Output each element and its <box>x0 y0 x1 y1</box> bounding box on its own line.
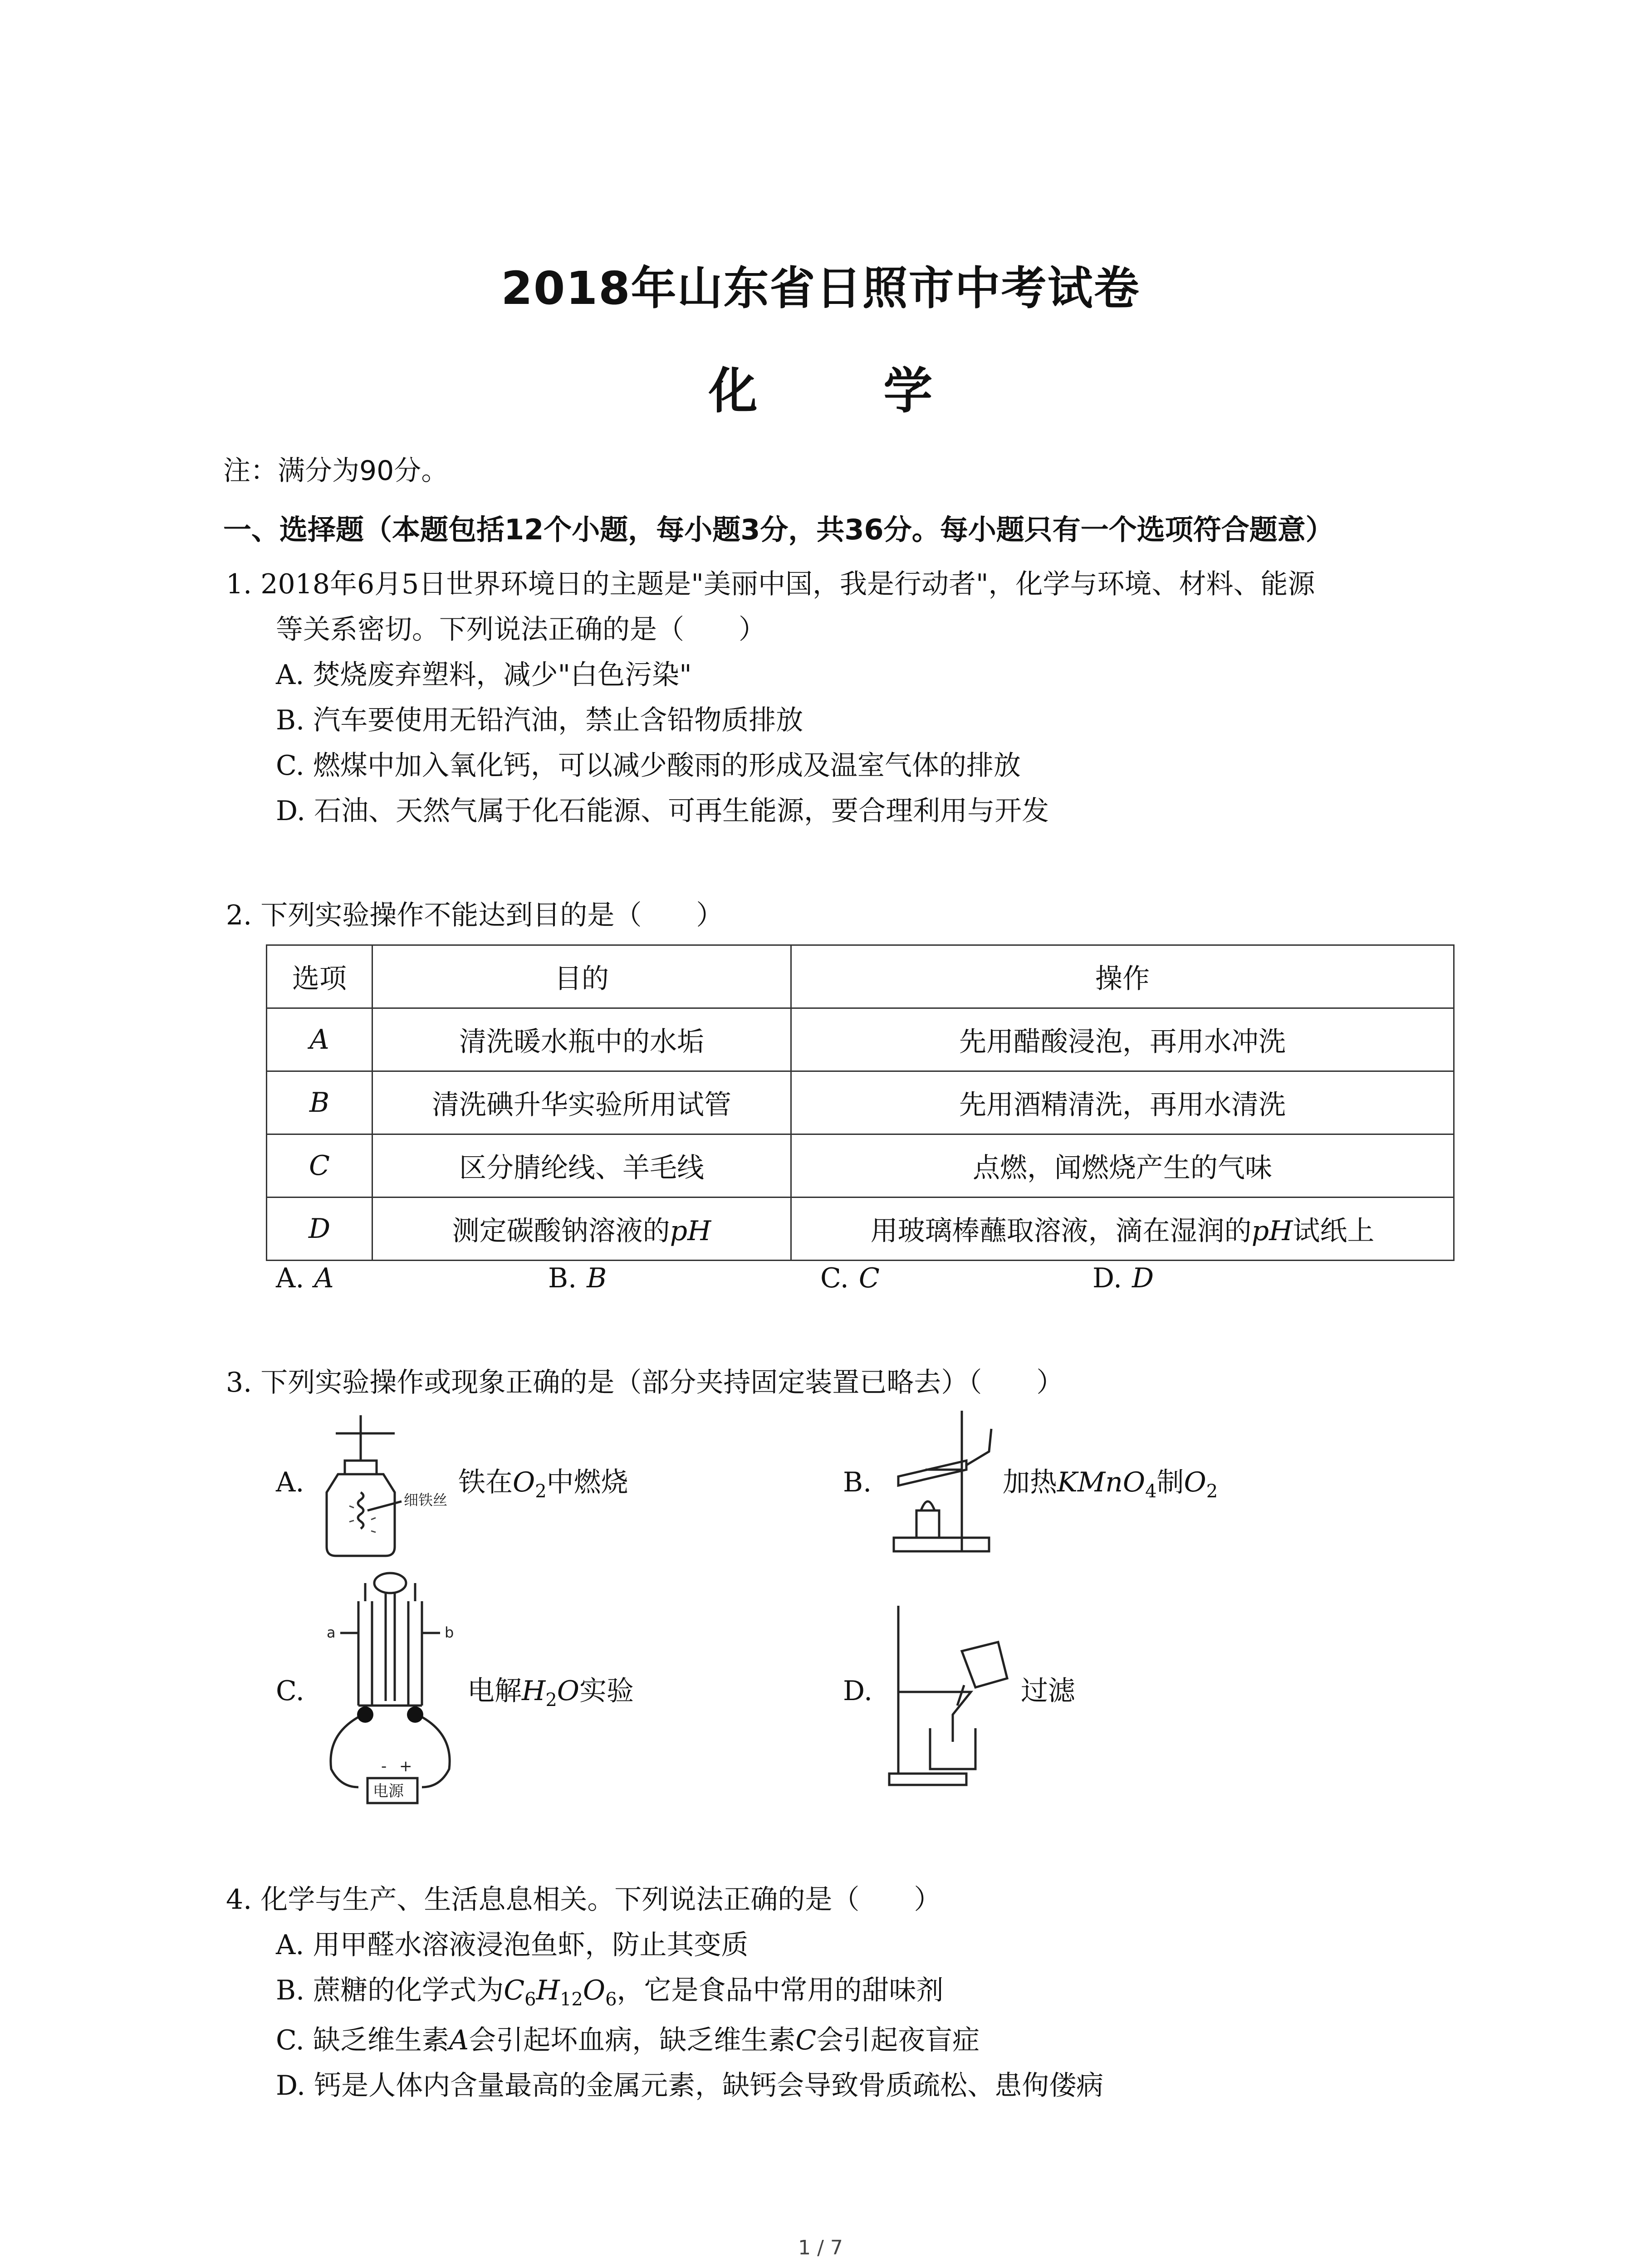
q3-option-b-caption <box>1003 1464 1218 1510</box>
q3-option-d-label: D. <box>843 1675 873 1707</box>
q1-stem-line2: 等关系密切。下列说法正确的是（ ） <box>276 614 766 645</box>
answer-label: C. <box>820 1262 849 1294</box>
action-text-suffix: 试纸上 <box>1293 1215 1375 1247</box>
formula: H <box>536 1975 560 2006</box>
table-header-cell: 目的 <box>372 945 791 1008</box>
table-cell-option: A <box>267 1008 372 1071</box>
electrode-b-label: b <box>445 1624 454 1641</box>
q4-option-b <box>276 1972 944 2018</box>
q4-option-d: D. 钙是人体内含量最高的金属元素，缺钙会导致骨质疏松、患佝偻病 <box>276 2070 1104 2102</box>
positive-terminal: + <box>399 1757 412 1775</box>
q2-answer-d <box>1092 1260 1154 1296</box>
q3-stem: 3. 下列实验操作或现象正确的是（部分夹持固定装置已略去）（ ） <box>226 1367 1064 1398</box>
formula: H <box>522 1675 546 1707</box>
filtration-figure <box>885 1597 1021 1787</box>
q1-option-d: D. 石油、天然气属于化石能源、可再生能源，要合理利用与开发 <box>276 795 1049 827</box>
subject-title: 化 学 <box>708 363 987 420</box>
q4-stem: 4. 化学与生产、生活息息相关。下列说法正确的是（ ） <box>226 1884 941 1916</box>
caption-text: 实验 <box>579 1675 634 1707</box>
table-row <box>267 1008 1454 1071</box>
table-cell-option: B <box>267 1071 372 1134</box>
table-header-cell: 操作 <box>791 945 1454 1008</box>
option-text: 会引起夜盲症 <box>816 2024 980 2056</box>
q2-answer-b <box>548 1260 607 1296</box>
q3-option-b-label: B. <box>843 1466 872 1498</box>
formula: O <box>583 1975 606 2006</box>
answer-label: A. <box>276 1262 304 1294</box>
table-cell-action: 先用醋酸浸泡，再用水冲洗 <box>791 1008 1454 1071</box>
q3-option-c-label: C. <box>276 1675 304 1707</box>
answer-value: A <box>314 1262 334 1294</box>
answer-value: D <box>1132 1262 1154 1294</box>
table-row <box>267 1071 1454 1134</box>
vitamin-letter: A <box>449 2024 469 2056</box>
q2-table <box>266 944 1455 1261</box>
table-cell-option: C <box>267 1134 372 1198</box>
table-cell-goal: 区分腈纶线、羊毛线 <box>372 1134 791 1198</box>
subscript: 2 <box>1206 1481 1218 1502</box>
table-row <box>267 1198 1454 1261</box>
q2-answer-a <box>276 1260 334 1296</box>
table-cell-option: D <box>267 1198 372 1261</box>
action-text: 用玻璃棒蘸取溶液，滴在湿润的 <box>870 1215 1252 1247</box>
q2-stem: 2. 下列实验操作不能达到目的是（ ） <box>226 899 724 931</box>
option-text: B. 蔗糖的化学式为 <box>276 1975 504 2006</box>
page-number: 1 / 7 <box>798 2236 843 2259</box>
table-cell-action: 点燃，闻燃烧产生的气味 <box>791 1134 1454 1198</box>
formula: C <box>504 1975 525 2006</box>
caption-text: 中燃烧 <box>546 1466 628 1498</box>
q3-option-d-caption: 过滤 <box>1021 1675 1075 1707</box>
q3-option-a-caption <box>458 1464 628 1510</box>
option-text: 会引起坏血病，缺乏维生素 <box>469 2024 796 2056</box>
formula: KMnO <box>1057 1466 1146 1498</box>
goal-text: 测定碳酸钠溶液的 <box>452 1215 670 1247</box>
ph-symbol: pH <box>670 1215 711 1247</box>
power-supply-label: 电源 <box>373 1782 404 1800</box>
kmno4-heating-figure <box>885 1402 1003 1565</box>
subscript: 2 <box>545 1690 557 1711</box>
ph-symbol: pH <box>1251 1215 1293 1247</box>
formula: O <box>1184 1466 1206 1498</box>
table-cell-action: 先用酒精清洗，再用水清洗 <box>791 1071 1454 1134</box>
exam-title: 2018年山东省日照市中考试卷 <box>501 262 1140 315</box>
answer-value: C <box>858 1262 880 1294</box>
q1-option-c: C. 燃煤中加入氧化钙，可以减少酸雨的形成及温室气体的排放 <box>276 750 1021 782</box>
answer-value: B <box>587 1262 607 1294</box>
caption-text: 铁在 <box>458 1466 513 1498</box>
q1-stem-line1: 1. 2018年6月5日世界环境日的主题是"美丽中国，我是行动者"，化学与环境、材料、能源 <box>226 568 1315 600</box>
subscript: 6 <box>605 1989 617 2010</box>
q3-option-a-label: A. <box>276 1466 304 1498</box>
table-cell-goal: 清洗暖水瓶中的水垢 <box>372 1008 791 1071</box>
table-cell-goal <box>372 1198 791 1261</box>
option-text: C. 缺乏维生素 <box>276 2024 449 2056</box>
fine-iron-wire-label: 细铁丝 <box>404 1491 448 1509</box>
table-header-row <box>267 945 1454 1008</box>
caption-text: 电解 <box>467 1675 522 1707</box>
caption-text: 加热 <box>1003 1466 1057 1498</box>
negative-terminal: - <box>381 1757 387 1775</box>
subscript: 12 <box>559 1989 583 2010</box>
answer-label: B. <box>548 1262 577 1294</box>
q1-option-b: B. 汽车要使用无铅汽油，禁止含铅物质排放 <box>276 704 803 736</box>
q1-option-a: A. 焚烧废弃塑料，减少"白色污染" <box>276 659 692 691</box>
vitamin-letter: C <box>795 2024 817 2056</box>
formula: O <box>513 1466 535 1498</box>
subscript: 6 <box>524 1989 536 2010</box>
q2-answer-c <box>820 1260 880 1296</box>
subscript: 4 <box>1145 1481 1157 1502</box>
electrode-a-label: a <box>327 1624 336 1641</box>
caption-text: 制 <box>1156 1466 1184 1498</box>
q4-option-a: A. 用甲醛水溶液浸泡鱼虾，防止其变质 <box>276 1929 749 1961</box>
answer-label: D. <box>1092 1262 1122 1294</box>
section-heading: 一、选择题（本题包括12个小题，每小题3分，共36分。每小题只有一个选项符合题意） <box>223 513 1334 546</box>
subscript: 2 <box>535 1481 547 1502</box>
table-header-cell: 选项 <box>267 945 372 1008</box>
table-cell-action <box>791 1198 1454 1261</box>
q3-option-c-caption <box>467 1673 634 1718</box>
q4-option-c <box>276 2022 980 2058</box>
water-electrolysis-figure <box>318 1565 490 1828</box>
iron-combustion-figure <box>318 1411 467 1560</box>
table-row <box>267 1134 1454 1198</box>
option-text: ，它是食品中常用的甜味剂 <box>617 1975 944 2006</box>
score-note: 注：满分为90分。 <box>223 455 449 487</box>
table-cell-goal: 清洗碘升华实验所用试管 <box>372 1071 791 1134</box>
formula: O <box>557 1675 579 1707</box>
